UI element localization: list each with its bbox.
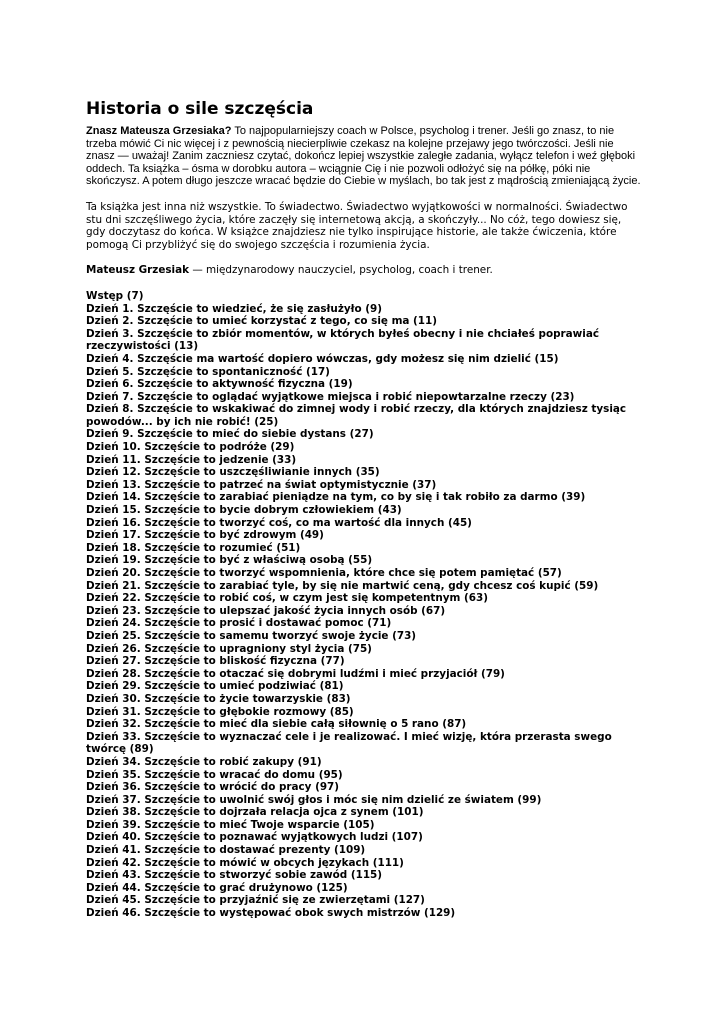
toc-entry: Dzień 37. Szczęście to uwolnić swój głos i móc się nim dzielić ze światem (99) (86, 793, 542, 806)
toc-entry: Dzień 16. Szczęście to tworzyć coś, co ma wartość dla innych (45) (86, 516, 472, 529)
page-title: Historia o sile szczęścia (86, 99, 314, 119)
toc-entry: Dzień 30. Szczęście to życie towarzyskie (83) (86, 692, 351, 705)
toc-entry: Dzień 1. Szczęście to wiedzieć, że się zasłużyło (9) (86, 302, 382, 315)
spacer (86, 277, 642, 290)
toc-entry: Dzień 40. Szczęście to poznawać wyjątkowych ludzi (107) (86, 831, 423, 844)
toc-entry: Dzień 4. Szczęście ma wartość dopiero wówczas, gdy możesz się nim dzielić (15) (86, 352, 559, 365)
toc-entry: Dzień 38. Szczęście to dojrzała relacja ojca z synem (101) (86, 806, 424, 819)
intro-lead: Znasz Mateusza Grzesiaka? (86, 125, 232, 137)
toc-entry: Dzień 43. Szczęście to stworzyć sobie zawód (115) (86, 869, 383, 882)
toc-entry: Dzień 34. Szczęście to robić zakupy (91) (86, 755, 322, 768)
toc-entry: Dzień 24. Szczęście to prosić i dostawać pomoc (71) (86, 617, 392, 630)
toc-entry: Dzień 42. Szczęście to mówić w obcych językach (111) (86, 856, 404, 869)
toc-entry: Dzień 3. Szczęście to zbiór momentów, w których byłeś obecny i nie chciałeś poprawiać rzeczywistości (13) (86, 327, 600, 353)
toc-entry: Dzień 10. Szczęście to podróże (29) (86, 441, 295, 454)
toc-entry: Dzień 33. Szczęście to wyznaczać cele i je realizować. I mieć wizję, która przerasta swego twórcę (89) (86, 730, 612, 756)
toc-entry: Dzień 9. Szczęście to mieć do siebie dystans (27) (86, 428, 374, 441)
toc-entry: Dzień 31. Szczęście to głębokie rozmowy (85) (86, 705, 354, 718)
intro-text: To najpopularniejszy coach w Polsce, psycholog i trener. Jeśli go znasz, to nie trzeba mówić Ci nic więcej i z pewnością niecierpliwie czekasz na kolejne przejawy jego twórczości. Jeśli nie znasz — uważaj! Zanim zaczniesz czytać, dokończ lepiej wszystkie zaległe zadania, wyłącz telefon i weź głęboki oddech. Ta książka – ósma w dorobku autora – wciągnie Cię i nie pozwoli odłożyć się na półkę, póki nie skończysz. A potem długo jeszcze wracać będzie do Ciebie w myślach, bo tak jest z mądrością zmieniającą życie. (86, 125, 641, 188)
toc-entry: Dzień 25. Szczęście to samemu tworzyć swoje życie (73) (86, 629, 417, 642)
toc-entry: Dzień 44. Szczęście to grać drużynowo (125) (86, 881, 348, 894)
toc-entry: Dzień 35. Szczęście to wracać do domu (95) (86, 768, 343, 781)
toc-entry: Dzień 45. Szczęście to przyjaźnić się ze zwierzętami (127) (86, 894, 425, 907)
author-description: — międzynarodowy nauczyciel, psycholog, coach i trener. (189, 264, 493, 277)
toc-entry: Dzień 39. Szczęście to mieć Twoje wsparcie (105) (86, 818, 375, 831)
toc-entry: Dzień 15. Szczęście to bycie dobrym człowiekiem (43) (86, 504, 402, 517)
toc-entry: Dzień 11. Szczęście to jedzenie (33) (86, 453, 297, 466)
toc-entry: Dzień 13. Szczęście to patrzeć na świat optymistycznie (37) (86, 478, 437, 491)
toc-entry: Dzień 14. Szczęście to zarabiać pieniądze na tym, co by się i tak robiło za darmo (39) (86, 491, 586, 504)
intro-paragraph (86, 125, 642, 188)
toc-entry: Dzień 2. Szczęście to umieć korzystać z tego, co się ma (11) (86, 315, 437, 328)
spacer (86, 251, 642, 264)
toc-entry: Dzień 23. Szczęście to ulepszać jakość życia innych osób (67) (86, 604, 446, 617)
toc-entry: Wstęp (7) (86, 289, 144, 302)
document-page (86, 98, 642, 920)
toc-entry: Dzień 41. Szczęście to dostawać prezenty (109) (86, 844, 366, 857)
toc-entry: Dzień 17. Szczęście to być zdrowym (49) (86, 529, 324, 542)
toc-entry: Dzień 8. Szczęście to wskakiwać do zimnej wody i robić rzeczy, dla których znajdziesz tysiąc powodów... by ich nie robić! (25) (86, 403, 627, 428)
toc-entry: Dzień 5. Szczęście to spontaniczność (17) (86, 365, 330, 378)
author-paragraph (86, 264, 642, 277)
toc-entry: Dzień 21. Szczęście to zarabiać tyle, by się nie martwić ceną, gdy chcesz coś kupić (59) (86, 579, 599, 592)
toc-entry: Dzień 28. Szczęście to otaczać się dobrymi ludźmi i mieć przyjaciół (79) (86, 667, 505, 680)
toc-entry: Dzień 12. Szczęście to uszczęśliwianie innych (35) (86, 466, 380, 479)
author-name: Mateusz Grzesiak (86, 264, 190, 277)
spacer (86, 188, 642, 201)
toc-entry: Dzień 26. Szczęście to upragniony styl życia (75) (86, 642, 372, 655)
toc-entry: Dzień 20. Szczęście to tworzyć wspomnienia, które chce się potem pamiętać (57) (86, 567, 562, 579)
toc-entry: Dzień 32. Szczęście to mieć dla siebie całą siłownię o 5 rano (87) (86, 718, 467, 731)
description-paragraph: Ta książka jest inna niż wszystkie. To świadectwo. Świadectwo wyjątkowości w normalności. Świadectwo stu dni szczęśliwego życia, które zaczęły się internetową akcją, a skończyły... No cóż, tego dowiesz się, gdy doczytasz do końca. W książce znajdziesz nie tylko inspirujące historie, ale także ćwiczenia, które pomogą Ci przybliżyć się do swojego szczęścia i rozumienia życia. (86, 200, 628, 251)
toc-entry: Dzień 46. Szczęście to występować obok swych mistrzów (129) (86, 907, 456, 920)
toc-entry: Dzień 29. Szczęście to umieć podziwiać (81) (86, 680, 344, 693)
table-of-contents (86, 290, 642, 920)
toc-entry: Dzień 19. Szczęście to być z właściwą osobą (55) (86, 554, 373, 567)
toc-entry: Dzień 6. Szczęście to aktywność fizyczna (19) (86, 378, 353, 391)
toc-entry: Dzień 27. Szczęście to bliskość fizyczna (77) (86, 655, 345, 668)
toc-entry: Dzień 36. Szczęście to wrócić do pracy (97) (86, 781, 340, 794)
toc-entry: Dzień 7. Szczęście to oglądać wyjątkowe miejsca i robić niepowtarzalne rzeczy (23) (86, 390, 575, 403)
toc-entry: Dzień 22. Szczęście to robić coś, w czym jest się kompetentnym (63) (86, 592, 488, 605)
toc-entry: Dzień 18. Szczęście to rozumieć (51) (86, 541, 301, 554)
